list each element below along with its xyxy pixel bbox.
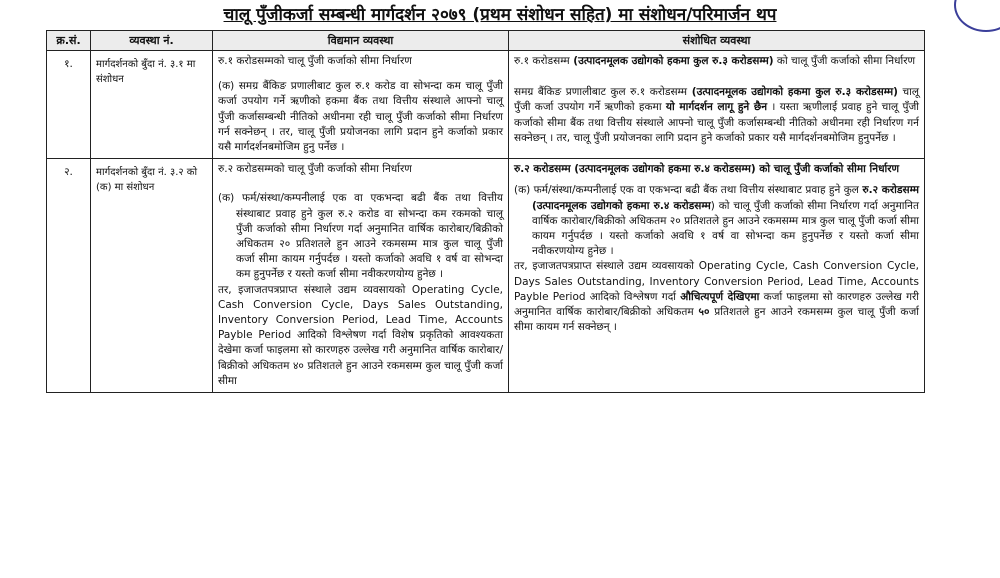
revised-heading: रु.२ करोडसम्म (उत्पादनमूलक उद्योगको हकमा रु.४ करोडसम्म) को चालू पुँजी कर्जाको सीमा निर्धारण [514, 163, 900, 176]
revised-heading: रु.१ करोडसम्म (उत्पादनमूलक उद्योगको हकमा कुल रु.३ करोडसम्म) को चालू पुँजी कर्जाको सीमा निर्धारण [514, 55, 916, 67]
table-header-row [47, 31, 925, 51]
table-row [47, 159, 925, 393]
row-topic: मार्गदर्शनको बुँदा नं. ३.२ को (क) मा संशोधन [91, 159, 213, 393]
amendment-table [46, 30, 925, 393]
row-topic: मार्गदर्शनको बुँदा नं. ३.१ मा संशोधन [91, 51, 213, 159]
header-existing: विद्यमान व्यवस्था [213, 31, 509, 51]
header-sn: क्र.सं. [47, 31, 91, 51]
existing-proviso: तर, इजाजतपत्रप्राप्त संस्थाले उद्यम व्यवसायको Operating Cycle, Cash Conversion Cycle, Days Sales Outstanding, Inventory Conversion Period, Lead Time, Accounts Payble Period आदिको विश्लेषण गर्दा विशेष प्रकृतिको आवश्यकता देखेमा कर्जा फाइलमा सो कारणहरु उल्लेख गरी अनुमानित वार्षिक कारोबार/बिक्रीको अधिकतम ४० प्रतिशतले हुन आउने रकमसम्म कुल चालू पुँजी कर्जा सीमा [218, 283, 503, 387]
header-topic: व्यवस्था नं. [91, 31, 213, 51]
revised-provision-cell [509, 159, 925, 393]
table-row [47, 51, 925, 159]
row-sn: २. [47, 159, 91, 393]
existing-paragraph: (क) समग्र बैंकिङ प्रणालीबाट कुल रु.१ करोड वा सोभन्दा कम चालू पुँजी कर्जा उपयोग गर्ने ऋणीको हकमा बैंक तथा वित्तीय संस्थाले आफ्नो चालू पुँजी कर्जासम्बन्धी नीतिको अधीनमा रही चालू पुँजी कर्जाको सीमा निर्धारण गर्न सक्नेछन् । तर, चालू पुँजी प्रयोजनका लागि प्रदान हुने कर्जाको प्रकार यसै मार्गदर्शनबमोजिम हुनु पर्नेछ । [218, 80, 503, 154]
revised-paragraph: समग्र बैंकिङ प्रणालीबाट कुल रु.१ करोडसम्म (उत्पादनमूलक उद्योगको हकमा कुल रु.३ करोडसम्म) चालू पुँजी कर्जा उपयोग गर्ने ऋणीको हकमा यो मार्गदर्शन लागू हुने छैन । यस्ता ऋणीलाई प्रवाह हुने चालू पुँजी कर्जाको सीमा बैंक तथा वित्तीय संस्थाले आफ्नो चालू पुँजी कर्जासम्बन्धी नीतिको अधीनमा रही निर्धारण गर्न सक्नेछन् । तर, चालू पुँजी प्रयोजनका लागि प्रदान हुने कर्जाको प्रकार यसै मार्गदर्शनबमोजिम हुनुपर्नेछ । [514, 86, 919, 144]
existing-provision-cell [213, 159, 509, 393]
page-title: चालू पुँजीकर्जा सम्बन्धी मार्गदर्शन २०७९ (प्रथम संशोधन सहित) मा संशोधन/परिमार्जन थप [223, 5, 777, 25]
revised-paragraph: (क) फर्म/संस्था/कम्पनीलाई एक वा एकभन्दा बढी बैंक तथा वित्तीय संस्थाबाट प्रवाह हुने कुल रु.२ करोडसम्म (उत्पादनमूलक उद्योगको हकमा रु.४ करोडसम्म) को चालू पुँजी कर्जाको सीमा निर्धारण गर्दा अनुमानित वार्षिक कारोबार/बिक्रीको अधिकतम २० प्रतिशतले हुन आउने रकमसम्म मात्र कुल चालू पुँजी कर्जा सीमा कायम गर्नुपर्दछ । यस्तो कर्जाको अवधि १ वर्ष वा सोभन्दा कम हुनुपर्नेछ र यस्तो कर्जा सीमा नवीकरणयोग्य हुनेछ । [514, 184, 919, 258]
revised-proviso: तर, इजाजतपत्रप्राप्त संस्थाले उद्यम व्यवसायको Operating Cycle, Cash Conversion Cycle, Days Sales Outstanding, Inventory Conversion Period, Lead Time, Accounts Payble Period आदिको विश्लेषण गर्दा औचित्यपूर्ण देखिएमा कर्जा फाइलमा सो कारणहरु उल्लेख गरी अनुमानित वार्षिक कारोबार/बिक्रीको अधिकतम ५० प्रतिशतले हुन आउने रकमसम्म कुल चालू पुँजी कर्जा सीमा कायम गर्न सक्नेछन् । [514, 260, 920, 334]
existing-paragraph: (क) फर्म/संस्था/कम्पनीलाई एक वा एकभन्दा बढी बैंक तथा वित्तीय संस्थाबाट प्रवाह हुने कुल रु.२ करोड वा सोभन्दा कम रकमको चालू पुँजी कर्जाको सीमा निर्धारण गर्दा अनुमानित वार्षिक कारोबार/बिक्रीको अधिकतम २० प्रतिशतले हुन आउने रकमसम्म मात्र कुल चालू पुँजी कर्जा सीमा कायम गर्नुपर्दछ । यस्तो कर्जाको अवधि १ वर्ष वा सोभन्दा कम हुनुपर्नेछ र यस्तो कर्जा सीमा नवीकरणयोग्य हुनेछ । [218, 192, 503, 281]
revised-provision-cell [509, 51, 925, 159]
existing-heading: रु.२ करोडसम्मको चालू पुँजी कर्जाको सीमा निर्धारण [218, 163, 412, 176]
header-revised: संशोधित व्यवस्था [509, 31, 925, 51]
row-sn: १. [47, 51, 91, 159]
existing-provision-cell [213, 51, 509, 159]
existing-heading: रु.१ करोडसम्मको चालू पुँजी कर्जाको सीमा निर्धारण [218, 55, 412, 67]
